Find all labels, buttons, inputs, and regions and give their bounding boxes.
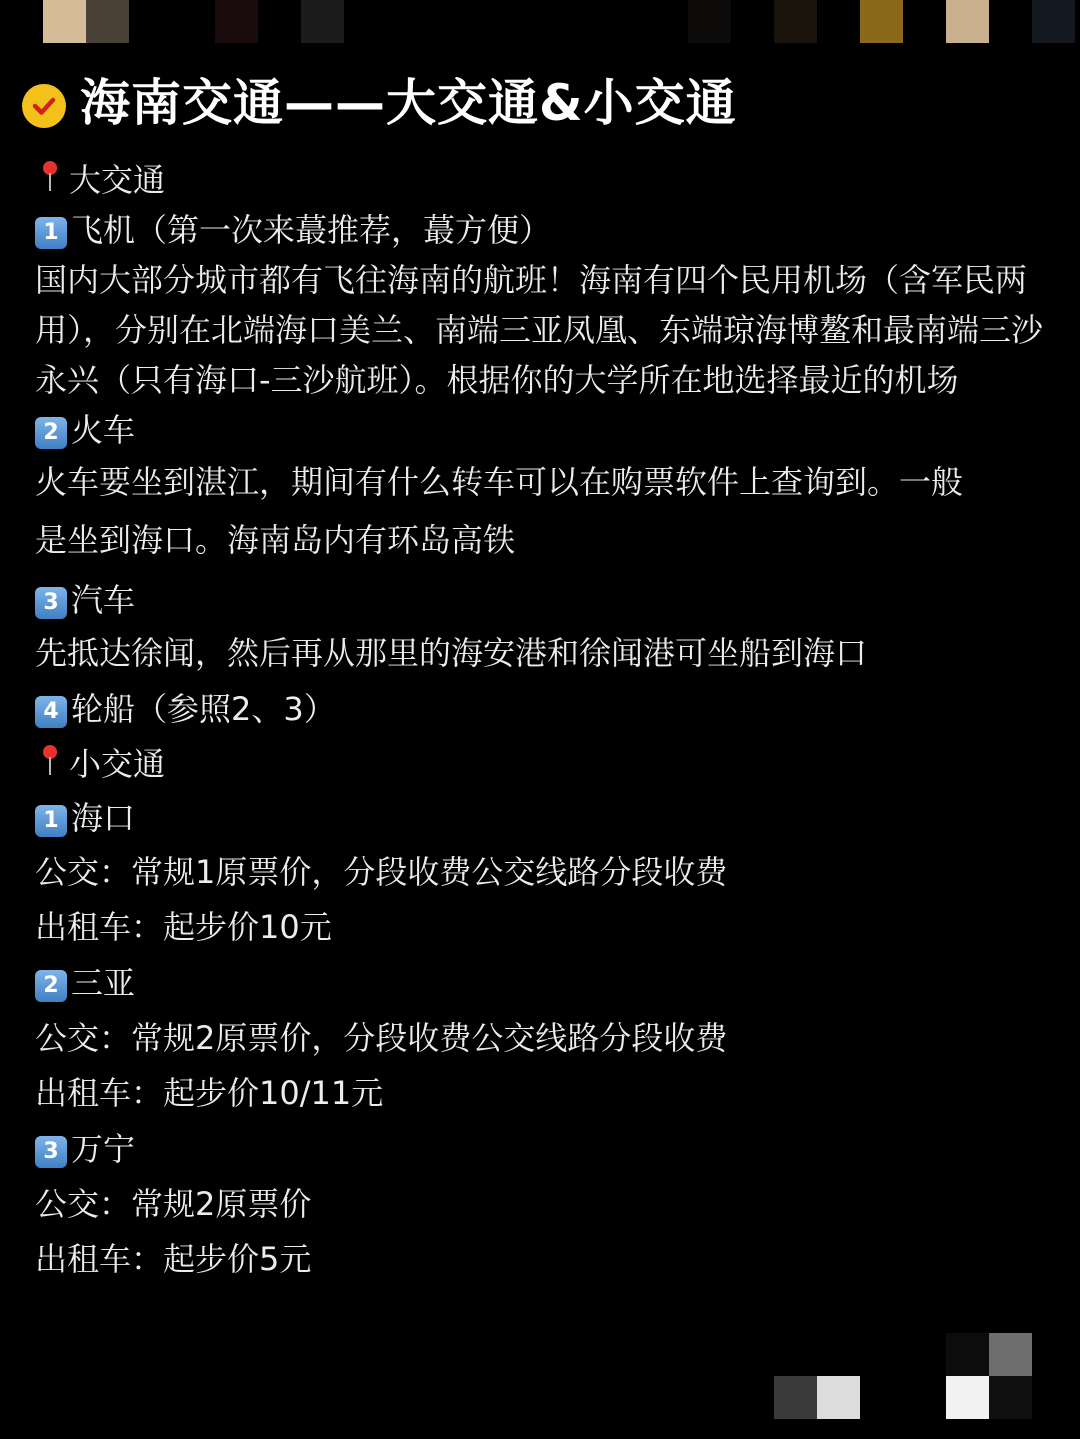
bus-description: 先抵达徐闻，然后再从那里的海安港和徐闻港可坐船到海口: [35, 634, 868, 672]
wanning-bus: 公交：常规2原票价: [35, 1185, 312, 1223]
keycap-1-icon: 1: [35, 805, 67, 837]
mosaic-tile-top-9: [1032, 0, 1075, 43]
item-heading-text: 轮船（参照2、3）: [71, 690, 336, 728]
mosaic-tile-top-5: [688, 0, 731, 43]
mosaic-tile-bottom-4: [817, 1376, 860, 1419]
keycap-3-icon: 3: [35, 1136, 67, 1168]
item-heading-text: 万宁: [71, 1130, 136, 1168]
mosaic-tile-top-7: [860, 0, 903, 43]
check-mark-icon: [22, 84, 66, 128]
item-heading-wanning: [35, 1121, 1055, 1177]
item-heading-haikou: [35, 791, 1055, 845]
sanya-taxi: 出租车：起步价10/11元: [35, 1074, 384, 1112]
keycap-2-icon: 2: [35, 417, 67, 449]
page-title: 海南交通——大交通&小交通: [80, 74, 737, 132]
item-heading-text: 飞机（第一次来蕞推荐，蕞方便）: [71, 211, 552, 249]
item-heading-text: 汽车: [71, 581, 136, 619]
train-description-line-1: 火车要坐到湛江，期间有什么转车可以在购票软件上查询到。一般: [35, 463, 964, 501]
section-heading-big: [35, 155, 1055, 205]
item-heading-text: 海口: [71, 799, 136, 837]
item-heading-sanya: [35, 955, 1055, 1011]
section-heading-text: 大交通: [69, 161, 166, 199]
mosaic-tile-bottom-5: [946, 1376, 989, 1419]
mosaic-tile-top-1: [43, 0, 86, 43]
round-pushpin-icon: [35, 741, 65, 781]
plane-description: 国内大部分城市都有飞往海南的航班！海南有四个民用机场（含军民两用），分别在北端海口美兰、南端三亚凤凰、东端琼海博鳌和最南端三沙永兴（只有海口-三沙航班）。根据你的大学所在地选择最近的机场: [35, 261, 1044, 399]
mosaic-tile-bottom-3: [774, 1376, 817, 1419]
keycap-2-icon: 2: [35, 970, 67, 1002]
train-description-line-2: 是坐到海口。海南岛内有环岛高铁: [35, 521, 516, 559]
item-heading-plane: [35, 205, 1055, 255]
haikou-taxi: 出租车：起步价10元: [35, 908, 332, 946]
mosaic-tile-top-6: [774, 0, 817, 43]
section-heading-small: [35, 737, 1055, 791]
mosaic-tile-top-2: [86, 0, 129, 43]
item-heading-ship: [35, 681, 1055, 737]
item-heading-train: [35, 405, 1055, 455]
mosaic-tile-bottom-1: [946, 1333, 989, 1376]
keycap-1-icon: 1: [35, 217, 67, 249]
item-heading-text: 火车: [71, 411, 136, 449]
item-heading-text: 三亚: [71, 964, 136, 1002]
mosaic-tile-top-8: [946, 0, 989, 43]
mosaic-tile-bottom-2: [989, 1333, 1032, 1376]
round-pushpin-icon: [35, 157, 65, 197]
haikou-bus: 公交：常规1原票价，分段收费公交线路分段收费: [35, 853, 728, 891]
mosaic-tile-bottom-6: [989, 1376, 1032, 1419]
mosaic-tile-top-3: [215, 0, 258, 43]
section-heading-text: 小交通: [69, 745, 166, 783]
sanya-bus: 公交：常规2原票价，分段收费公交线路分段收费: [35, 1019, 728, 1057]
mosaic-tile-top-4: [301, 0, 344, 43]
content: [35, 155, 1055, 1287]
keycap-3-icon: 3: [35, 587, 67, 619]
keycap-4-icon: 4: [35, 696, 67, 728]
wanning-taxi: 出租车：起步价5元: [35, 1240, 312, 1278]
title-row: [22, 66, 737, 132]
item-heading-bus: [35, 575, 1055, 625]
